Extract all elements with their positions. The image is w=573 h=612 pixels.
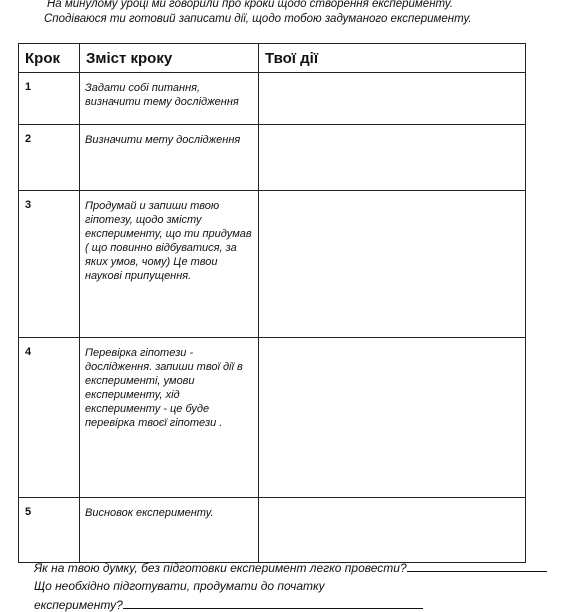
step-content: Задати собі питання, визначити тему дослідження — [80, 73, 259, 125]
table-row — [19, 125, 526, 191]
actions-cell[interactable] — [259, 73, 526, 125]
question-2 — [34, 579, 325, 593]
intro-line-2: Сподіваюся ти готовий записати дії, щодо тобою задуманого експерименту. — [44, 13, 472, 25]
table-row — [19, 498, 526, 563]
actions-cell[interactable] — [259, 125, 526, 191]
intro-line-1: На минулому уроці ми говорили про кроки щодо створення експерименту. — [47, 0, 454, 10]
table-row — [19, 191, 526, 338]
header-content: Зміст кроку — [80, 44, 259, 73]
question-3-text: експерименту? — [34, 598, 123, 612]
header-step: Крок — [19, 44, 80, 73]
step-number: 2 — [19, 125, 80, 191]
step-number: 4 — [19, 338, 80, 498]
step-number: 5 — [19, 498, 80, 563]
step-number: 3 — [19, 191, 80, 338]
answer-line-2[interactable] — [123, 597, 423, 609]
experiment-steps-table — [18, 43, 526, 563]
question-2-text: Що необхідно підготувати, продумати до початку — [34, 579, 325, 593]
question-3 — [34, 597, 423, 612]
table-header-row — [19, 44, 526, 73]
actions-cell[interactable] — [259, 191, 526, 338]
step-content: Перевірка гіпотези - дослідження. запиши твої дії в експерименті, умови експерименту, хід експерименту - це буде перевірка твоєї гіпотези . — [80, 338, 259, 498]
table-row — [19, 338, 526, 498]
answer-line-1[interactable] — [407, 560, 547, 572]
table-row — [19, 73, 526, 125]
actions-cell[interactable] — [259, 498, 526, 563]
question-1-text: Як на твою думку, без підготовки експеримент легко провести? — [34, 561, 407, 575]
actions-cell[interactable] — [259, 338, 526, 498]
step-number: 1 — [19, 73, 80, 125]
step-content: Продумай и запиши твою гіпотезу, щодо змісту експерименту, що ти придумав ( що повинно відбуватися, за яких умов, чому) Це твои наукові припущення. — [80, 191, 259, 338]
step-content: Висновок експерименту. — [80, 498, 259, 563]
question-1 — [34, 560, 547, 575]
header-actions: Твої дії — [259, 44, 526, 73]
step-content: Визначити мету дослідження — [80, 125, 259, 191]
